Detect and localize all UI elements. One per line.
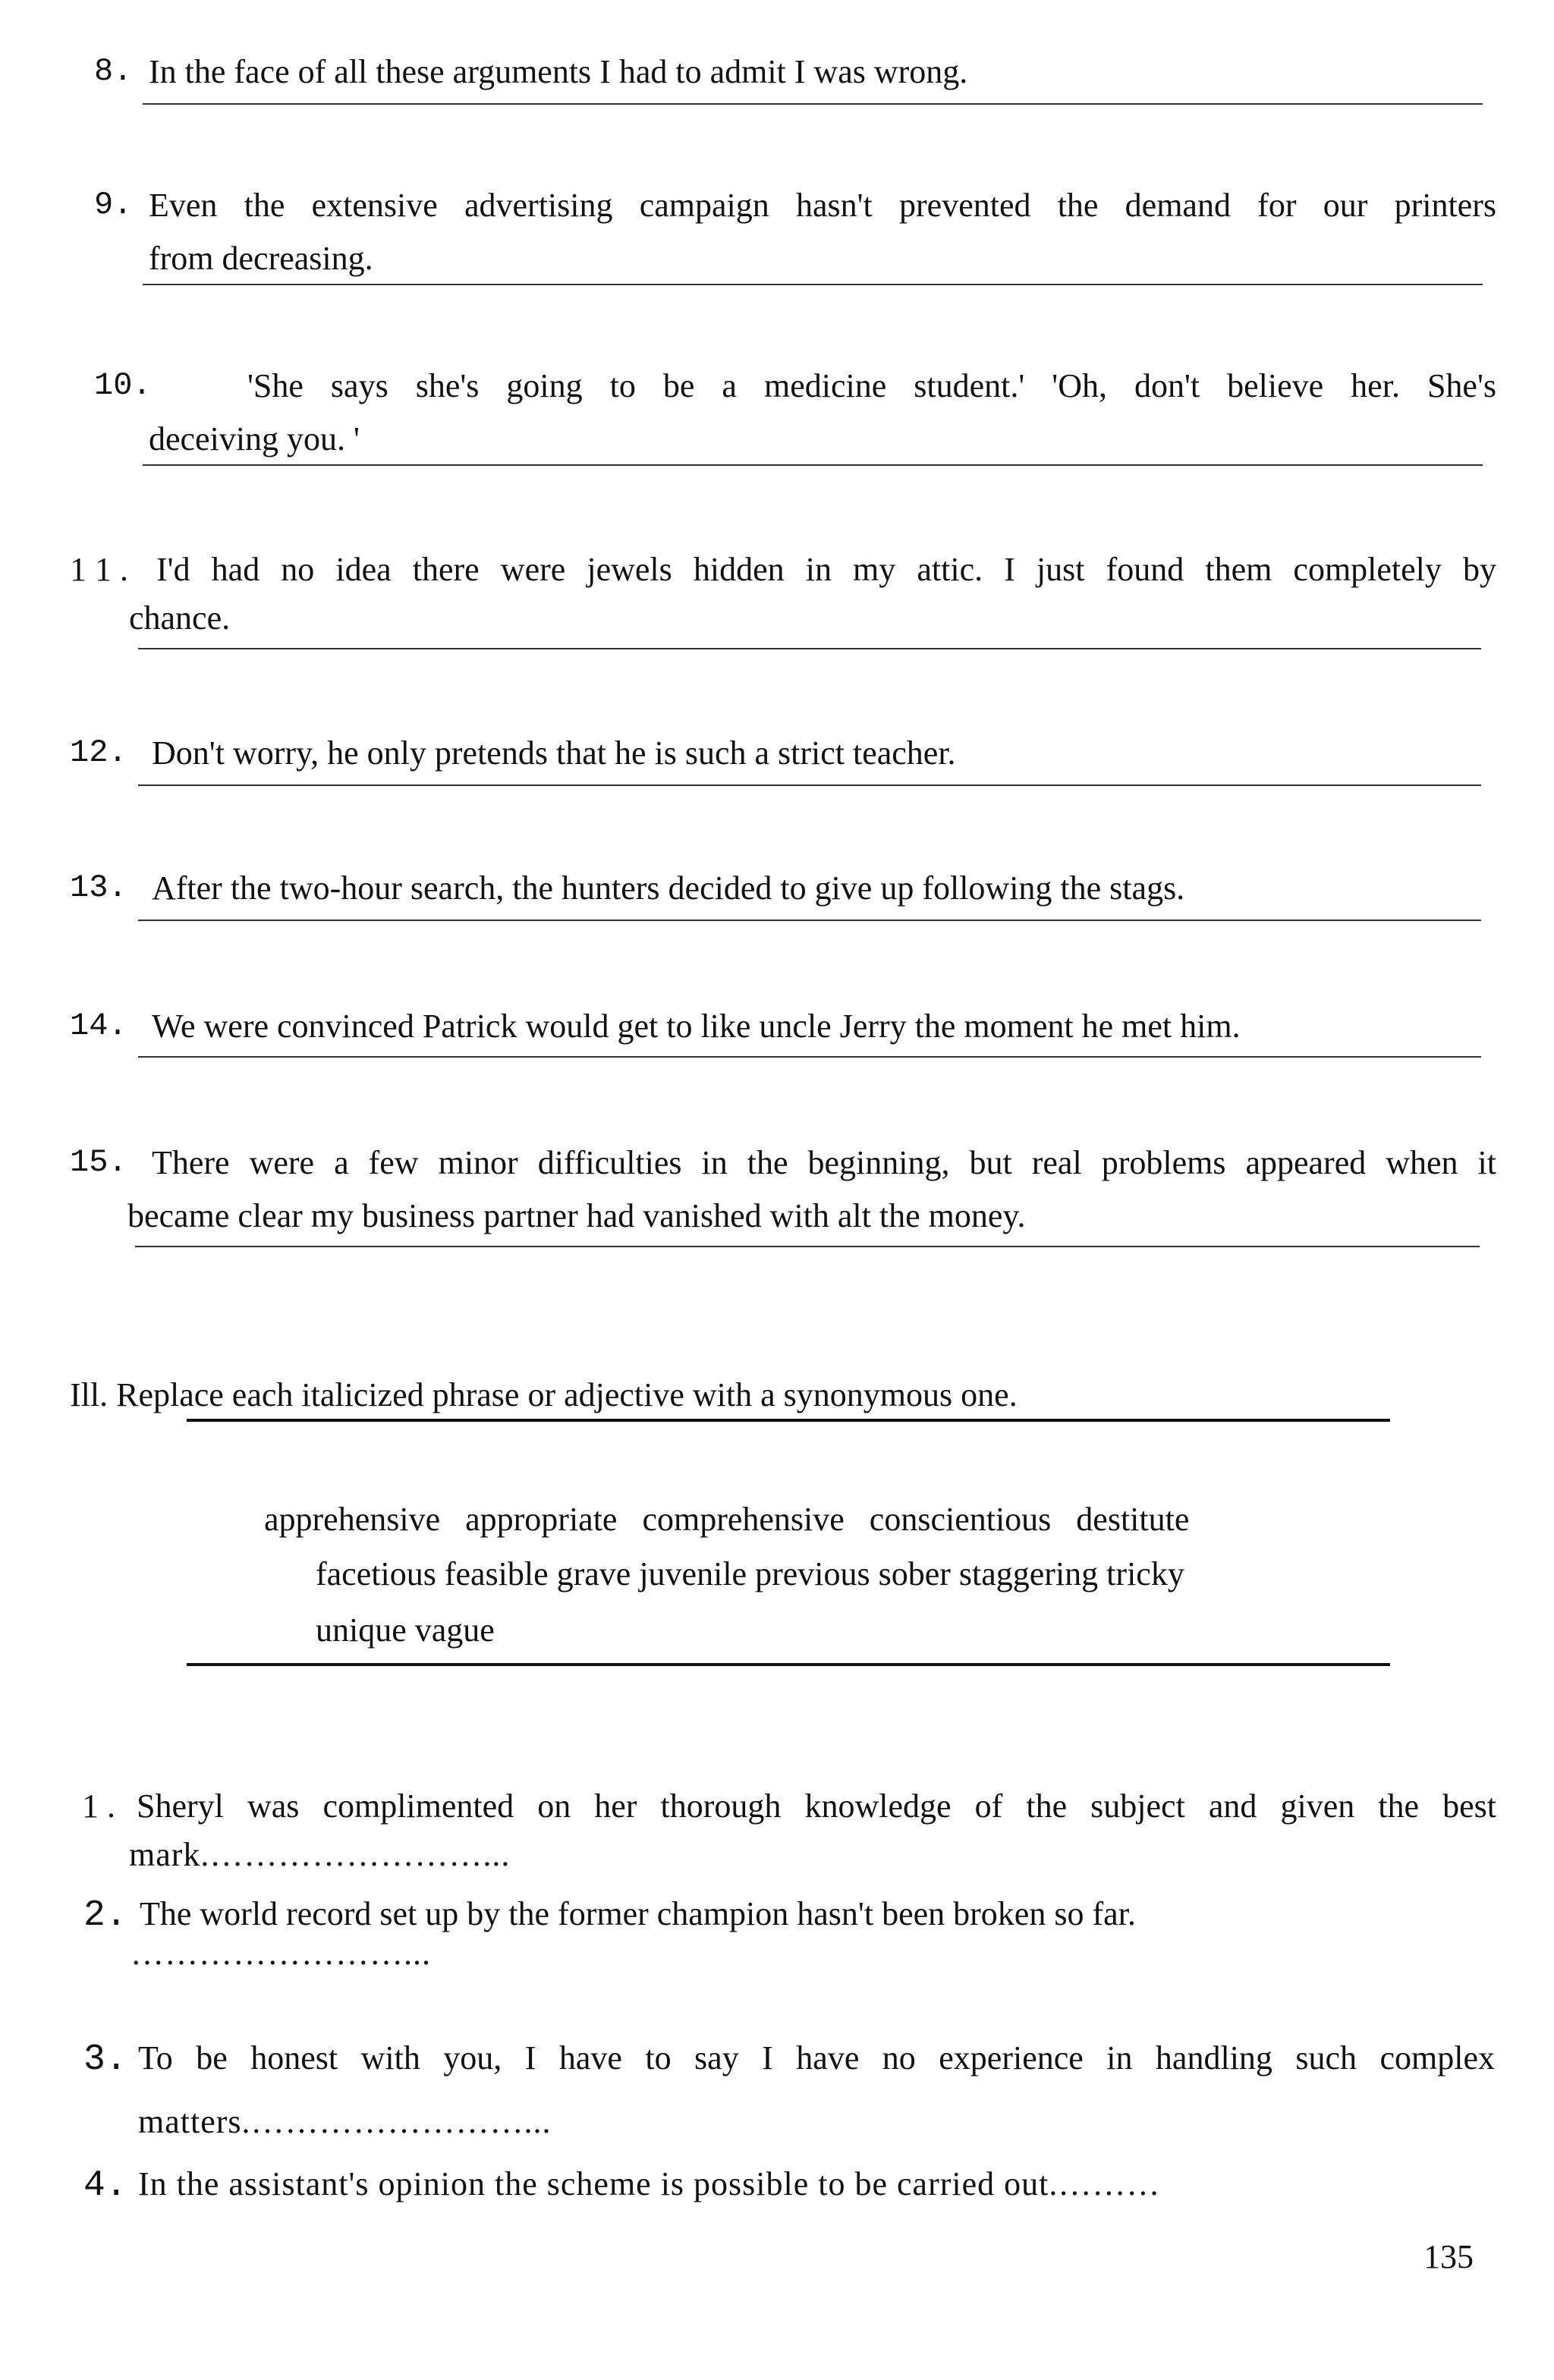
answer-line[interactable] xyxy=(143,103,1483,105)
item-number: 2. xyxy=(83,1895,127,1936)
item-number: 4. xyxy=(83,2165,127,2206)
item-text: Even the extensive advertising campaign hasn't prevented the demand for our printers xyxy=(149,187,1496,224)
answer-line[interactable] xyxy=(143,284,1483,285)
word-list-line: apprehensive appropriate comprehensive conscientious destitute xyxy=(264,1501,1190,1538)
item-text: There were a few minor difficulties in the beginning, but real problems appeared when it xyxy=(152,1144,1496,1181)
item-text[interactable]: ……………………... xyxy=(131,1935,431,1972)
item-text: In the face of all these arguments I had to admit I was wrong. xyxy=(149,53,968,90)
item-text: deceiving you. ' xyxy=(149,420,360,457)
item-text: To be honest with you, I have to say I have no experience in handling such complex xyxy=(138,2039,1495,2077)
item-text: Don't worry, he only pretends that he is such a strict teacher. xyxy=(152,734,956,772)
section-heading: Ill. Replace each italicized phrase or adjective with a synonymous one. xyxy=(70,1376,1018,1413)
answer-line[interactable] xyxy=(143,464,1483,466)
item-text: Sheryl was complimented on her thorough knowledge of the subject and given the best xyxy=(137,1787,1496,1825)
answer-line[interactable] xyxy=(138,784,1481,786)
item-number: 9. xyxy=(94,187,133,223)
page-number: 135 xyxy=(1423,2238,1474,2275)
answer-line[interactable] xyxy=(138,648,1481,649)
item-number: 3. xyxy=(83,2039,127,2080)
answer-line[interactable] xyxy=(135,1246,1480,1247)
item-text: In the assistant's opinion the scheme is possible to be carried out.……… xyxy=(138,2165,1161,2202)
answer-line[interactable] xyxy=(138,920,1481,921)
item-text: I'd had no idea there were jewels hidden in my attic. I just found them completely by xyxy=(156,551,1496,588)
item-text: We were convinced Patrick would get to like uncle Jerry the moment he met him. xyxy=(152,1008,1241,1045)
item-number: 8. xyxy=(94,53,133,90)
item-number: 13. xyxy=(70,869,127,906)
item-number: 14. xyxy=(70,1008,127,1044)
answer-line[interactable] xyxy=(138,1056,1481,1058)
item-text: from decreasing. xyxy=(149,240,373,277)
item-text[interactable]: matters.……………………... xyxy=(138,2103,552,2140)
item-text[interactable]: mark.……………………... xyxy=(129,1836,511,1873)
word-list-line: unique vague xyxy=(316,1611,495,1649)
item-number: 12. xyxy=(70,734,127,771)
item-text: 'She says she's going to be a medicine student.' 'Oh, don't believe her. She's xyxy=(247,367,1496,404)
item-text: After the two-hour search, the hunters decided to give up following the stags. xyxy=(152,869,1185,907)
item-text: chance. xyxy=(129,599,231,637)
item-number: 1 . xyxy=(82,1787,115,1825)
item-text: The world record set up by the former champion hasn't been broken so far. xyxy=(140,1895,1136,1932)
item-number: 10. xyxy=(94,367,152,404)
heading-underline xyxy=(187,1419,1390,1422)
word-list-line: facetious feasible grave juvenile previous sober staggering tricky xyxy=(316,1555,1184,1592)
word-box-rule xyxy=(187,1663,1390,1666)
item-text: became clear my business partner had vanished with alt the money. xyxy=(127,1197,1026,1234)
item-number: 1 1 . xyxy=(70,551,128,588)
item-number: 15. xyxy=(70,1144,127,1181)
